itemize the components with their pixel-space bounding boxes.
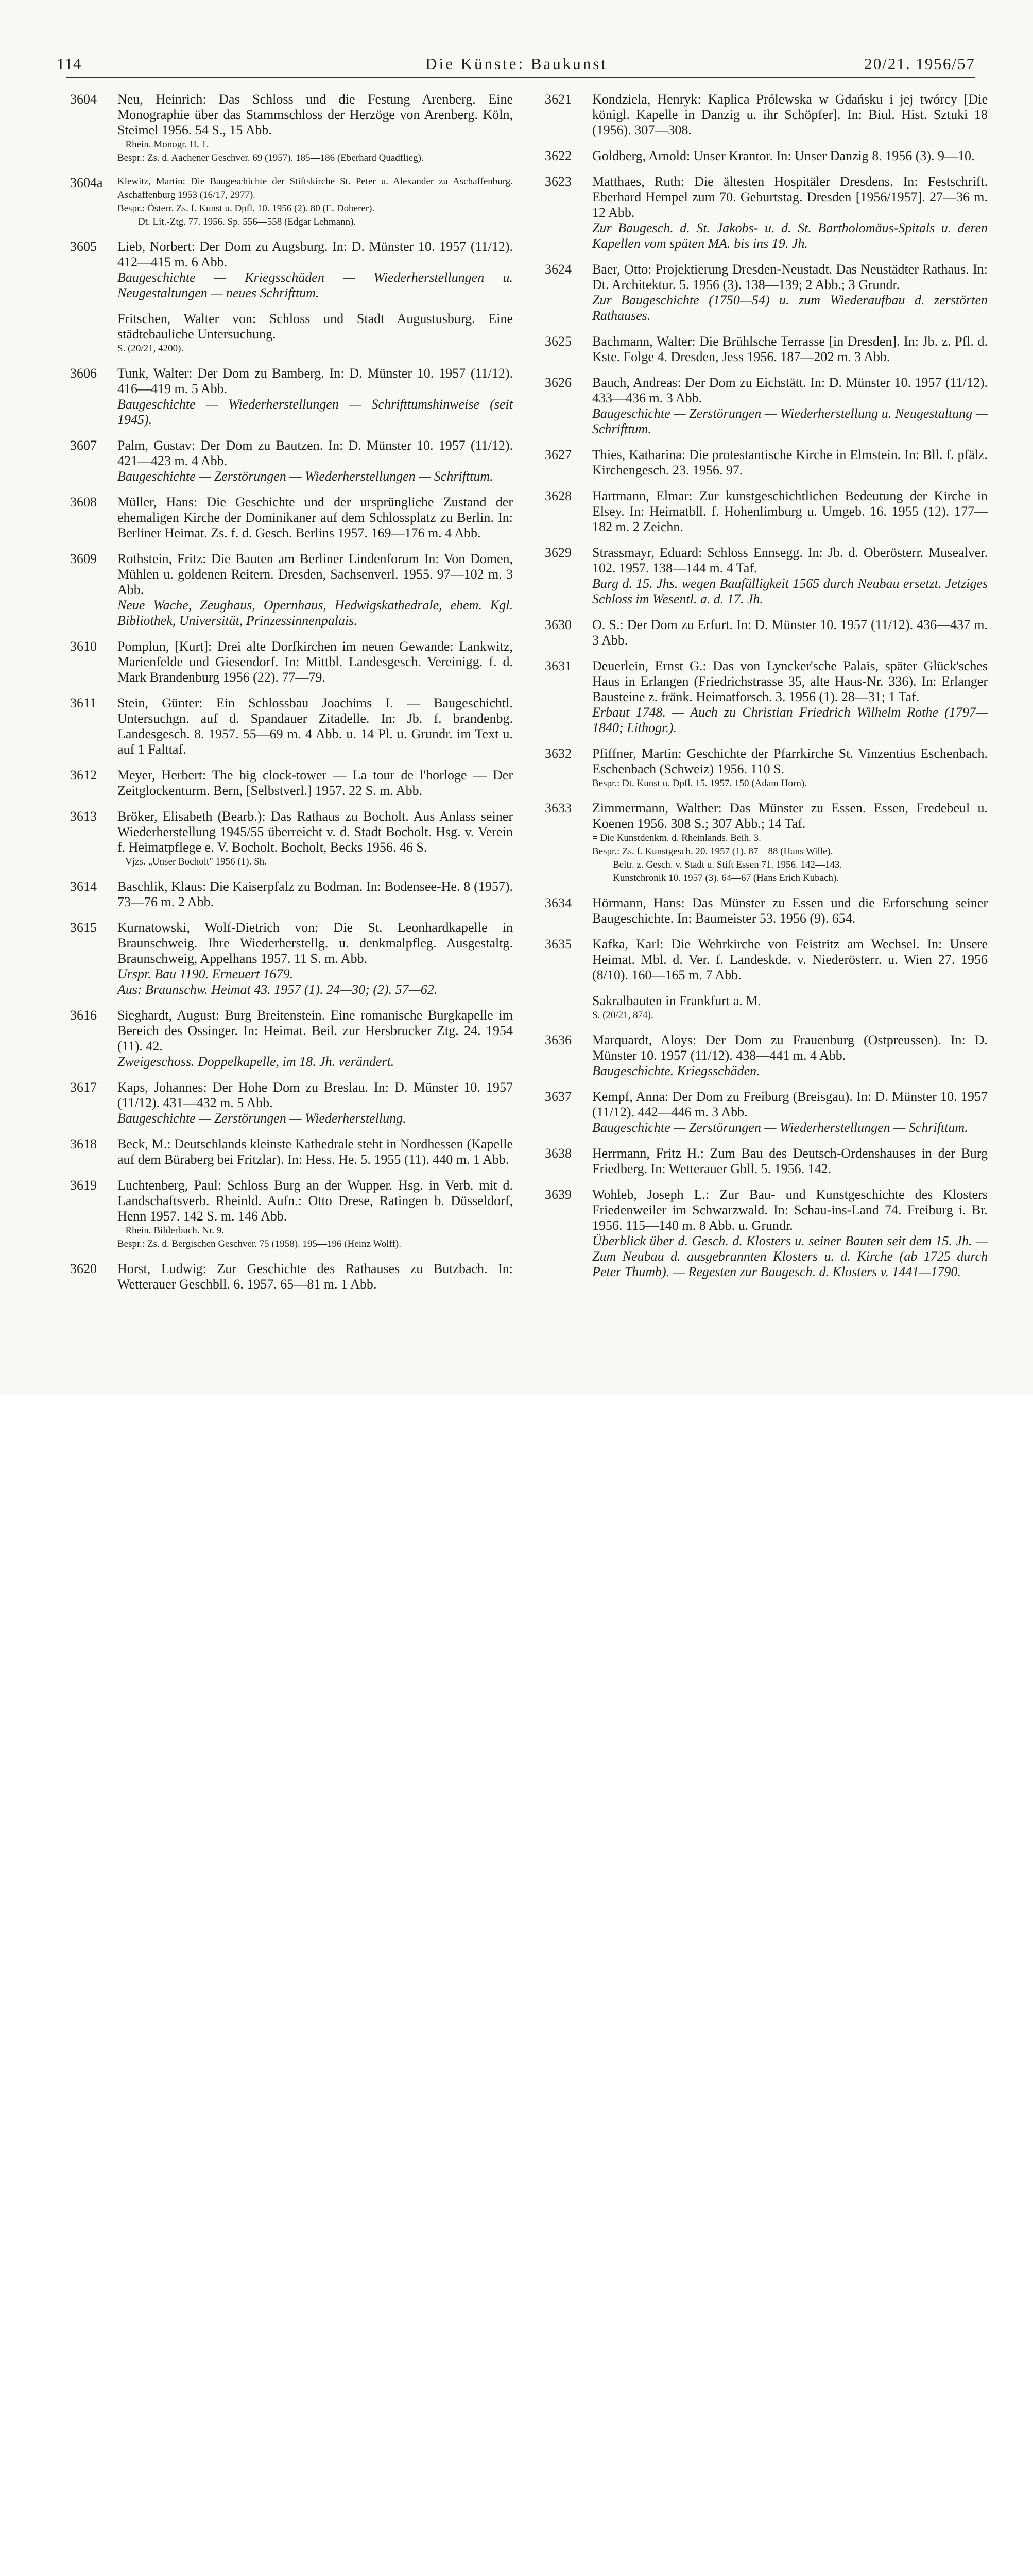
bibliography-entry [545,1146,988,1177]
entry-number: 3615 [70,920,97,935]
entry-citation: Wohleb, Joseph L.: Zur Bau- und Kunstgeschichte des Klosters Friedenweiler im Schwarzwald. In: Schau-ins-Land 74. Freiburg i. Br. 1956. 115—140 m. 8 Abb. u. Grundr. [592,1187,988,1233]
entry-number: 3635 [545,937,572,952]
bibliography-entry [545,334,988,365]
entry-number: 3638 [545,1146,572,1161]
entry-citation: Matthaes, Ruth: Die ältesten Hospitäler Dresdens. In: Festschrift. Eberhard Hempel zum 70. Geburtstag. Dresden [1956/1957]. 27—36 m. 12 Abb. [592,174,988,220]
entry-number: 3633 [545,801,572,816]
entry-annotation: Überblick über d. Gesch. d. Klosters u. seiner Bauten seit dem 15. Jh. — Zum Neubau d. ausgebrannten Klosters u. d. Kirche (ab 1725 durch Peter Thumb). — Regesten zur Baugesch. d. Klosters v. 1441—1790. [592,1233,988,1279]
bibliography-entry [70,438,513,484]
bibliography-entry [70,768,513,799]
entry-note: S. (20/21, 874). [592,1010,653,1021]
bibliography-entry [70,639,513,685]
entry-citation: Baer, Otto: Projektierung Dresden-Neustadt. Das Neustädter Rathaus. In: Dt. Architektur. 5. 1956 (3). 138—139; 2 Abb.; 3 Grundr. [592,262,988,292]
entry-citation: Beck, M.: Deutschlands kleinste Kathedrale steht in Nordhessen (Kapelle auf dem Büraberg bei Fritzlar). In: Hess. He. 5. 1955 (11). 440 m. 1 Abb. [117,1137,513,1167]
entry-citation: Lieb, Norbert: Der Dom zu Augsburg. In: D. Münster 10. 1957 (11/12). 412—415 m. 6 Abb. [117,239,513,269]
bibliography-entry [545,488,988,535]
entry-number: 3629 [545,545,572,560]
bibliography-entry [545,801,988,885]
bibliography-entry [70,551,513,629]
bibliography-entry [70,495,513,541]
entry-citation: Kurnatowski, Wolf-Dietrich von: Die St. Leonhardkapelle in Braunschweig. Ihre Wiederherstellg. u. denkmalpfleg. Ausgestaltg. Braunschweig, Appelhans 1957. 11 S. m. Abb. [117,920,513,966]
entry-annotation: Aus: Braunschw. Heimat 43. 1957 (1). 24—30; (2). 57—62. [117,982,438,997]
entry-note: Bespr.: Zs. f. Kunstgesch. 20. 1957 (1). 87—88 (Hans Wille). [592,846,833,857]
entry-annotation: Baugeschichte. Kriegsschäden. [592,1063,760,1078]
bibliography-entry [545,658,988,736]
entry-citation: Deuerlein, Ernst G.: Das von Lyncker'sche Palais, später Glück'sches Haus in Erlangen (Friedrichstrasse 35, alte Haus-Nr. 336). In: Erlanger Bausteine z. fränk. Heimatforsch. 3. 1956 (1). 28—31; 1 Taf. [592,658,988,704]
entry-number: 3618 [70,1137,97,1151]
entry-note: S. (20/21, 4200). [117,343,184,354]
entry-annotation: Baugeschichte — Zerstörungen — Wiederherstellungen — Schrifttum. [117,469,493,484]
header-rule [66,77,975,78]
entry-note: Kunstchronik 10. 1957 (3). 64—67 (Hans Erich Kubach). [613,873,839,884]
bibliography-entry [545,375,988,437]
entry-number: 3604 [70,92,97,107]
entry-citation: Palm, Gustav: Der Dom zu Bautzen. In: D. Münster 10. 1957 (11/12). 421—423 m. 4 Abb. [117,438,513,468]
page-number: 114 [57,55,82,73]
bibliography-entry [545,447,988,478]
entry-citation: Marquardt, Aloys: Der Dom zu Frauenburg (Ostpreussen). In: D. Münster 10. 1957 (11/12). 438—441 m. 4 Abb. [592,1032,988,1063]
entry-note: Bespr.: Zs. d. Bergischen Geschver. 75 (1958). 195—196 (Heinz Wolff). [117,1239,401,1249]
entry-number: 3623 [545,174,572,189]
entry-annotation: Zur Baugesch. d. St. Jakobs- u. d. St. Bartholomäus-Spitals u. deren Kapellen vom späten MA. bis ins 19. Jh. [592,221,988,251]
entry-citation: Goldberg, Arnold: Unser Krantor. In: Unser Danzig 8. 1956 (3). 9—10. [592,148,975,163]
entry-annotation: Burg d. 15. Jhs. wegen Baufälligkeit 1565 durch Neubau ersetzt. Jetziges Schloss im Wesentl. a. d. 17. Jh. [592,576,988,606]
entry-citation: Herrmann, Fritz H.: Zum Bau des Deutsch-Ordenshauses in der Burg Friedberg. In: Wetterauer Gbll. 5. 1956. 142. [592,1146,988,1176]
bibliography-entry [545,148,988,164]
bibliography-entry [545,1187,988,1280]
entry-citation: Pomplun, [Kurt]: Drei alte Dorfkirchen im neuen Gewande: Lankwitz, Marienfelde und Giesendorf. In: Mittbl. Landesgesch. Vereinigg. f. d. Mark Brandenburg 1956 (22). 77—79. [117,639,513,685]
entry-citation: Baschlik, Klaus: Die Kaiserpfalz zu Bodman. In: Bodensee-He. 8 (1957). 73—76 m. 2 Abb. [117,879,513,909]
entry-citation: Meyer, Herbert: The big clock-tower — La tour de l'horloge — Der Zeitglockenturm. Bern, [Selbstverl.] 1957. 22 S. m. Abb. [117,768,513,798]
entry-citation: Kaps, Johannes: Der Hohe Dom zu Breslau. In: D. Münster 10. 1957 (11/12). 431—432 m. 5 Abb. [117,1080,513,1110]
entry-number: 3634 [545,895,572,910]
entry-number: 3639 [545,1187,572,1202]
entry-citation: Bauch, Andreas: Der Dom zu Eichstätt. In: D. Münster 10. 1957 (11/12). 433—436 m. 3 Abb. [592,375,988,405]
entry-number: 3614 [70,879,97,894]
entry-citation: Hörmann, Hans: Das Münster zu Essen und die Erforschung seiner Baugeschichte. In: Baumeister 53. 1956 (9). 654. [592,895,988,926]
entry-number: 3621 [545,92,572,107]
entry-citation: Horst, Ludwig: Zur Geschichte des Rathauses zu Butzbach. In: Wetterauer Geschbll. 6. 1957. 65—81 m. 1 Abb. [117,1261,513,1292]
bibliography-entry [70,879,513,910]
entry-number: 3626 [545,375,572,390]
entry-citation: Zimmermann, Walther: Das Münster zu Essen. Essen, Fredebeul u. Koenen 1956. 308 S.; 307 Abb.; 14 Taf. [592,801,988,831]
bibliography-entry [70,696,513,757]
bibliography-entry [70,920,513,997]
entry-note: = Rhein. Monogr. H. 1. [117,139,209,150]
entry-citation: Strassmayr, Eduard: Schloss Ennsegg. In: Jb. d. Oberösterr. Musealver. 102. 1957. 138—144 m. 4 Taf. [592,545,988,575]
entry-citation: Kempf, Anna: Der Dom zu Freiburg (Breisgau). In: D. Münster 10. 1957 (11/12). 442—446 m. 3 Abb. [592,1089,988,1120]
entry-citation: Thies, Katharina: Die protestantische Kirche in Elmstein. In: Bll. f. pfälz. Kirchengesch. 23. 1956. 97. [592,447,988,478]
entry-number: 3609 [70,551,97,566]
entry-citation: Sakralbauten in Frankfurt a. M. [592,993,761,1008]
bibliography-entry [70,1080,513,1126]
entry-annotation: Urspr. Bau 1190. Erneuert 1679. [117,967,294,981]
bibliography-entry [70,1261,513,1292]
entry-number: 3620 [70,1261,97,1276]
entry-citation: Kondziela, Henryk: Kaplica Prólewska w Gdańsku i jej twórcy [Die königl. Kapelle in Danzig u. ihr Schöpfer]. In: Biul. Hist. Sztuki 18 (1956). 307—308. [592,92,988,138]
entry-citation: Müller, Hans: Die Geschichte und der ursprüngliche Zustand der ehemaligen Kirche der Dominikaner auf dem Schlossplatz zu Berlin. In: Berliner Heimat. Zs. f. d. Gesch. Berlins 1957. 169—176 m. 4 Abb. [117,495,513,540]
entry-number: 3617 [70,1080,97,1095]
bibliography-entry [545,746,988,790]
entry-note: = Die Kunstdenkm. d. Rheinlands. Beih. 3. [592,833,761,843]
running-title: Die Künste: Baukunst [425,55,608,73]
entry-number: 3610 [70,639,97,654]
bibliography-entry [70,311,513,355]
bibliography-entry [545,993,988,1022]
entry-note: Bespr.: Dt. Kunst u. Dpfl. 15. 1957. 150 (Adam Horn). [592,778,807,789]
volume-label: 20/21. 1956/57 [864,55,975,73]
entry-citation: O. S.: Der Dom zu Erfurt. In: D. Münster 10. 1957 (11/12). 436—437 m. 3 Abb. [592,617,988,648]
entry-number: 3622 [545,148,572,163]
entry-note: Bespr.: Österr. Zs. f. Kunst u. Dpfl. 10. 1956 (2). 80 (E. Doberer). [117,203,375,214]
entry-citation: Hartmann, Elmar: Zur kunstgeschichtlichen Bedeutung der Kirche in Elsey. In: Heimatbll. f. Hohenlimburg u. Umgeb. 16. 1955 (12). 177—182 m. 2 Zeichn. [592,488,988,534]
entry-annotation: Baugeschichte — Wiederherstellungen — Schrifttumshinweise (seit 1945). [117,397,513,427]
entry-number: 3628 [545,488,572,503]
entry-number: 3632 [545,746,572,761]
entry-annotation: Zur Baugeschichte (1750—54) u. zum Wiederaufbau d. zerstörten Rathauses. [592,293,988,323]
entry-number: 3619 [70,1178,97,1193]
entry-number: 3616 [70,1008,97,1023]
bibliography-entry [70,1137,513,1167]
entry-note: Dt. Lit.-Ztg. 77. 1956. Sp. 556—558 (Edgar Lehmann). [138,216,356,227]
entry-citation: Bachmann, Walter: Die Brühlsche Terrasse [in Dresden]. In: Jb. z. Pfl. d. Kste. Folge 4. Dresden, Jess 1956. 187—202 m. 3 Abb. [592,334,988,364]
entry-annotation: Baugeschichte — Zerstörungen — Wiederherstellungen — Schrifttum. [592,1120,968,1135]
entry-number: 3631 [545,658,572,673]
bibliography-entry [545,895,988,926]
entry-annotation: Baugeschichte — Zerstörungen — Wiederherstellung. [117,1111,406,1126]
bibliography-entry [545,937,988,983]
right-column [545,92,988,1290]
entry-citation: Stein, Günter: Ein Schlossbau Joachims I. — Baugeschichtl. Untersuchgn. auf d. Spandauer Zitadelle. In: Jb. f. brandenbg. Landesgesch. 8. 1957. 55—69 m. 4 Abb. u. 14 Pl. u. Grundr. im Text u. auf 1 Falttaf. [117,696,513,757]
entry-citation: Bröker, Elisabeth (Bearb.): Das Rathaus zu Bocholt. Aus Anlass seiner Wiederherstellung 1945/55 überreicht v. d. Stadt Bocholt. Hsg. v. Verein f. Heimatpflege e. V. Bocholt. Bocholt, Becks 1956. 46 S. [117,809,513,855]
entry-citation: Tunk, Walter: Der Dom zu Bamberg. In: D. Münster 10. 1957 (11/12). 416—419 m. 5 Abb. [117,366,513,396]
entry-citation: Luchtenberg, Paul: Schloss Burg an der Wupper. Hsg. in Verb. mit d. Landschaftsverb. Rheinld. Aufn.: Otto Drese, Ratingen b. Düsseldorf, Henn 1957. 142 S. m. 146 Abb. [117,1178,513,1224]
bibliography-entry [545,617,988,648]
entry-number: 3627 [545,447,572,462]
entry-citation: Rothstein, Fritz: Die Bauten am Berliner Lindenforum In: Von Domen, Mühlen u. goldenen Reitern. Dresden, Sachsenverl. 1955. 97—102 m. 3 Abb. [117,551,513,597]
entry-number: 3613 [70,809,97,824]
entry-note: Beitr. z. Gesch. v. Stadt u. Stift Essen 71. 1956. 142—143. [613,859,842,870]
entry-citation: Pfiffner, Martin: Geschichte der Pfarrkirche St. Vinzentius Eschenbach. Eschenbach (Schweiz) 1956. 110 S. [592,746,988,776]
left-column [70,92,513,1302]
entry-number: 3636 [545,1032,572,1047]
bibliography-entry [545,1032,988,1079]
entry-annotation: Erbaut 1748. — Auch zu Christian Friedrich Wilhelm Rothe (1797—1840; Lithogr.). [592,705,988,735]
entry-note: Klewitz, Martin: Die Baugeschichte der Stiftskirche St. Peter u. Alexander zu Aschaffenburg. Aschaffenburg 1953 (16/17, 2977). [117,176,513,200]
bibliography-entry [70,1178,513,1251]
entry-citation: Kafka, Karl: Die Wehrkirche von Feistritz am Wechsel. In: Unsere Heimat. Mbl. d. Ver. f. Landeskde. v. Niederösterr. u. Wien 27. 1956 (8/10). 160—165 m. 7 Abb. [592,937,988,982]
bibliography-entry [545,545,988,607]
entry-number: 3625 [545,334,572,349]
entry-citation: Neu, Heinrich: Das Schloss und die Festung Arenberg. Eine Monographie über das Stammschloss der Herzöge von Arenberg. Köln, Steimel 1956. 54 S., 15 Abb. [117,92,513,138]
bibliography-entry [545,92,988,138]
bibliography-entry [70,239,513,301]
entry-annotation: Baugeschichte — Zerstörungen — Wiederherstellung u. Neugestaltung — Schrifttum. [592,406,988,436]
entry-number: 3607 [70,438,97,453]
entry-citation: Sieghardt, August: Burg Breitenstein. Eine romanische Burgkapelle im Bereich des Ossinger. In: Heimat. Beil. zur Hersbrucker Ztg. 24. 1954 (11). 42. [117,1008,513,1054]
entry-note: Bespr.: Zs. d. Aachener Geschver. 69 (1957). 185—186 (Eberhard Quadflieg). [117,152,424,163]
entry-number: 3608 [70,495,97,510]
entry-number: 3637 [545,1089,572,1104]
entry-number: 3611 [70,696,97,710]
entry-number: 3612 [70,768,97,783]
entry-note: = Rhein. Bilderbuch. Nr. 9. [117,1225,225,1236]
entry-note: = Vjzs. „Unser Bocholt" 1956 (1). Sh. [117,856,267,867]
entry-number: 3630 [545,617,572,632]
bibliography-entry [70,175,513,229]
bibliography-entry [545,1089,988,1136]
bibliography-entry [70,366,513,428]
bibliography-entry [545,262,988,324]
entry-annotation: Neue Wache, Zeughaus, Opernhaus, Hedwigskathedrale, ehem. Kgl. Bibliothek, Universität, Prinzessinnenpalais. [117,598,513,628]
footer [0,1395,1033,1478]
bibliography-entry [70,92,513,165]
entry-number: 3624 [545,262,572,277]
bibliography-entry [70,809,513,869]
entry-number: 3604a [70,175,103,190]
bibliography-entry [70,1008,513,1070]
bibliography-entry [545,174,988,251]
entry-annotation: Zweigeschoss. Doppelkapelle, im 18. Jh. verändert. [117,1054,394,1069]
entry-citation: Fritschen, Walter von: Schloss und Stadt Augustusburg. Eine städtebauliche Untersuchung. [117,311,513,342]
entry-annotation: Baugeschichte — Kriegsschäden — Wiederherstellungen u. Neugestaltungen — neues Schrifttum. [117,270,513,300]
entry-number: 3606 [70,366,97,381]
entry-number: 3605 [70,239,97,254]
